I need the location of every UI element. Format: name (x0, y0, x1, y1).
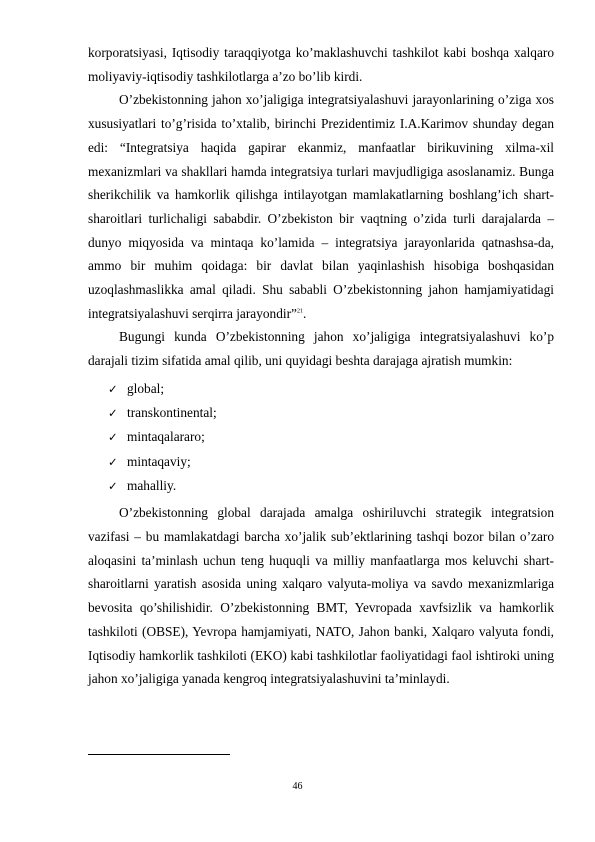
paragraph-2 (88, 88, 554, 325)
check-mark-icon: ✓ (108, 479, 118, 494)
page-body (88, 41, 554, 691)
footnote-reference[interactable]: 21 (296, 308, 303, 315)
paragraph-2-end: . (302, 305, 307, 321)
list-item (88, 450, 554, 474)
list-item-label: mintaqalararo; (127, 429, 205, 445)
check-mark-icon: ✓ (108, 454, 118, 469)
page-number: 46 (292, 781, 303, 792)
list-item-label: mintaqaviy; (127, 453, 191, 469)
paragraph-3: Bugungi kunda O’zbekistonning jahon xo’jaligiga integratsiyalashuvi ko’p darajali tizim sifatida amal qilib, uni quyidagi beshta darajaga ajratish mumkin: (88, 329, 554, 369)
list-item (88, 377, 554, 401)
paragraph-4: O’zbekistonning global darajada amalga oshiriluvchi strategik integratsion vazifasi – bu mamlakatdagi barcha xo’jalik sub’ektlarining tashqi bozor bilan o’zaro aloqasini ta’minlash uchun teng huquqli va milliy manfaatlarga mos keluvchi shart- sharoitlarni yaratish asosida uning xalqaro valyuta-moliya va savdo mexanizmlariga bevosita qo’shilishidir. O’zbekistonning BMT, Yevropada xavfsizlik va hamkorlik tashkiloti (OBSE), Yevropa hamjamiyati, NATO, Jahon banki, Xalqaro valyuta fondi, Iqtisodiy hamkorlik tashkiloti (EKO) kabi tashkilotlar faoliyatidagi faol ishtiroki uning jahon xo’jaligiga yanada kengroq integratsiyalashuvini ta’minlaydi. (88, 505, 554, 687)
levels-list (88, 377, 554, 498)
list-item (88, 401, 554, 425)
list-item-label: global; (127, 380, 165, 396)
list-item (88, 474, 554, 498)
check-mark-icon: ✓ (108, 430, 118, 445)
list-item-label: transkontinental; (127, 405, 217, 421)
paragraph-1: korporatsiyasi, Iqtisodiy taraqqiyotga ko’maklashuvchi tashkilot kabi boshqa xalqaro moliyaviy-iqtisodiy tashkilotlarga a’zo bo’lib kirdi. (88, 45, 554, 84)
list-item (88, 425, 554, 449)
check-mark-icon: ✓ (108, 406, 118, 421)
list-item-label: mahalliy. (127, 478, 177, 494)
check-mark-icon: ✓ (108, 381, 118, 396)
footnote-separator (88, 754, 230, 755)
paragraph-2-text: O’zbekistonning jahon xo’jaligiga integratsiyalashuvi jarayonlarining o’ziga xos xususiyatlari to’g’risida to’xtalib, birinchi Prezidentimiz I.A.Karimov shunday degan edi: “Integratsiya haqida gapirar ekanmiz, manfaatlar birikuvining xilma-xil mexanizmlari va shakllari hamda integratsiya turlari mavjudligiga asoslanamiz. Bunga sherikchilik va hamkorlik qilishga intilayotgan mamlakatlarning boshlang’ich shart-sharoitlari turlichaligi sababdir. O’zbekiston bir vaqtning o’zida turli darajalarda – dunyo miqyosida va mintaqa ko’lamida – integratsiya jarayonlarida qatnashsa-da, ammo bir muhim qoidaga: bir davlat bilan yaqinlashish hisobiga boshqasidan uzoqlashmaslikka amal qiladi. Shu sababli O’zbekistonning jahon hamjamiyatidagi integratsiyalashuvi serqirra jarayondir” (88, 92, 554, 321)
